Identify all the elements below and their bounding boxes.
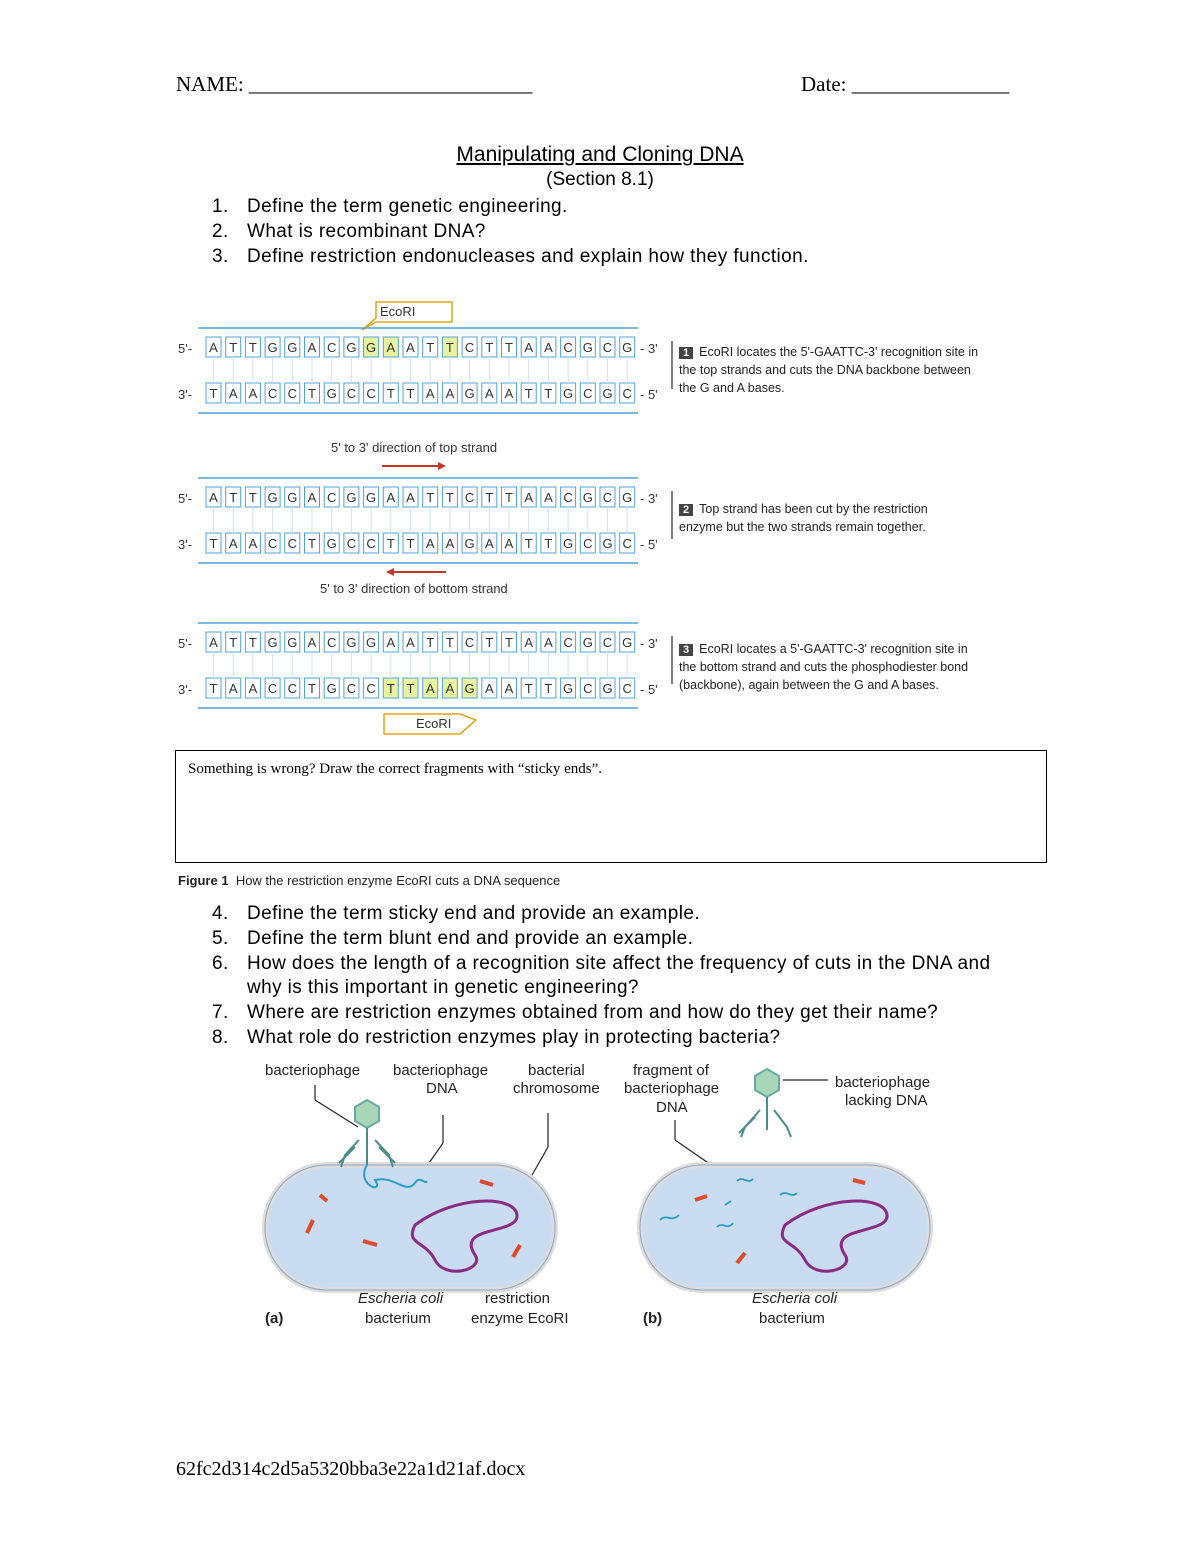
bottom-base: A [445,681,455,696]
top-base: G [287,490,298,505]
bottom-base: A [445,386,455,401]
bottom-base: T [308,386,316,401]
bottom-base: A [484,681,494,696]
top-base: A [544,490,553,505]
top-base: T [485,635,494,650]
bottom-base: T [406,386,415,401]
bottom-base: C [267,386,278,401]
label-ecoli-a-2: bacterium [365,1310,431,1327]
bottom-base: T [386,386,395,401]
bottom-base: C [366,386,376,401]
top-base: A [544,340,553,355]
top-base: A [386,340,396,355]
question-text: Define the term sticky end and provide an example. [247,903,701,924]
question-number: 5. [212,927,229,949]
bottom-base: G [326,536,337,551]
bottom-base: T [524,536,533,551]
bottom-base: A [484,386,494,401]
sticky-ends-drawing-box[interactable] [175,750,1047,863]
top-base: A [307,340,317,355]
bottom-base: A [248,386,258,401]
bottom-base: T [209,386,218,401]
bottom-base: G [464,536,475,551]
strand-end-label: - 3' [640,341,658,356]
strand-end-label: 3'- [178,537,193,552]
strand-end-label: - 3' [640,491,658,506]
bottom-base: T [308,681,316,696]
top-base: G [346,635,357,650]
bottom-base: G [464,681,475,696]
top-base: T [248,340,257,355]
bottom-base: C [622,681,632,696]
question-number: 8. [212,1026,229,1048]
bottom-base: A [228,386,238,401]
question-number: 3. [212,245,229,267]
question-number: 6. [212,952,229,974]
bottom-base: C [583,536,593,551]
top-base: A [544,635,553,650]
question-item [212,952,1012,1002]
strand-end-label: 3'- [178,387,193,402]
step-2-text: Top strand has been cut by the restriction enzyme but the two strands remain together. [679,502,928,534]
label-ecoli-b-2: bacterium [759,1310,825,1327]
strand-end-label: - 5' [640,387,658,402]
top-base: T [229,490,238,505]
bottom-base: C [267,681,278,696]
top-base: C [464,635,475,650]
bottom-base: G [326,386,337,401]
bottom-base: C [287,536,297,551]
step-2 [679,500,969,536]
question-number: 7. [212,1002,229,1024]
label-chrom-1: bacterial [528,1062,585,1079]
bottom-base: C [346,536,357,551]
top-base: T [485,340,494,355]
top-base: T [505,635,513,650]
bottom-base: T [209,681,218,696]
bottom-base: T [386,536,395,551]
bottom-base: C [583,681,593,696]
top-base: C [602,490,613,505]
top-base: T [445,635,454,650]
bottom-base: T [209,536,218,551]
question-item [212,1026,1012,1051]
top-base: T [445,490,454,505]
bottom-base: T [524,386,533,401]
top-base: G [622,490,633,505]
question-number: 4. [212,903,229,924]
question-item [212,1001,1012,1026]
top-base: C [464,490,475,505]
bottom-base: T [524,681,533,696]
bottom-base: C [366,536,376,551]
top-base: T [426,490,435,505]
bottom-base: G [563,536,574,551]
bottom-base: A [228,536,238,551]
question-item [212,902,1012,927]
top-base: G [267,490,278,505]
step-3-text: EcoRI locates a 5'-GAATTC-3' recognition site in the bottom strand and cuts the phosphodiester bond (backbone), again between the G and A bases. [679,642,969,692]
bottom-base: T [544,386,553,401]
top-base: A [524,340,534,355]
bottom-base: C [267,536,278,551]
question-text: What role do restriction enzymes play in protecting bacteria? [247,1026,781,1048]
top-base: T [248,635,257,650]
bottom-base: A [248,536,258,551]
section-subtitle: (Section 8.1) [546,169,654,190]
bottom-base: T [308,536,316,551]
top-base: T [426,340,435,355]
bottom-base: A [445,536,455,551]
bacteriophage-b [739,1069,791,1137]
top-base: G [582,635,593,650]
bottom-base: C [622,536,632,551]
name-field-label: NAME: ___________________________ [176,72,533,96]
ecori-bottom-tag [384,714,476,734]
question-text: Define the term blunt end and provide an example. [247,927,694,949]
top-base: C [602,635,613,650]
top-base: C [602,340,613,355]
step-1 [679,343,979,397]
step-1-text: EcoRI locates the 5'-GAATTC-3' recognition site in the top strands and cuts the DNA backbone between the G and A bases. [679,345,979,395]
top-base: G [267,635,278,650]
top-base: G [582,340,593,355]
top-base: T [485,490,494,505]
bottom-base: T [386,681,395,696]
top-base: T [248,490,257,505]
label-bacteriophage: bacteriophage [265,1062,361,1079]
drawing-box-prompt: Something is wrong? Draw the correct fragments with “sticky ends”. [188,761,603,777]
label-chrom-2: chromosome [513,1080,600,1097]
bottom-base: C [346,386,357,401]
bottom-base: G [602,536,613,551]
bacteriophage-a [339,1100,395,1167]
label-enzyme-1: restriction [485,1290,551,1307]
question-item [212,927,1012,952]
dir-bottom-label: 5' to 3' direction of bottom strand [320,581,508,596]
bottom-base: G [602,681,613,696]
top-base: T [505,490,513,505]
bottom-base: G [464,386,475,401]
bottom-base: A [504,386,514,401]
bottom-base: A [425,681,435,696]
file-name-footer: 62fc2d314c2d5a5320bba3e22a1d21af.docx [176,1458,526,1480]
dir-top-label: 5' to 3' direction of top strand [331,440,498,455]
figure-1-caption-text: How the restriction enzyme EcoRI cuts a DNA sequence [235,873,561,888]
step-2-number: 2 [679,504,693,516]
top-base: A [406,490,415,505]
top-base: C [327,635,337,650]
bottom-base: C [366,681,376,696]
bottom-base: G [326,681,337,696]
strand-end-label: 5'- [178,491,193,506]
date-field-label: Date: _______________ [801,72,1010,96]
question-text: What is recombinant DNA? [247,220,486,242]
label-phage-dna-1: bacteriophage [393,1062,489,1079]
top-base: T [426,635,435,650]
questions-list-b [212,902,1012,1051]
label-phage-dna-2: DNA [426,1080,458,1097]
bottom-base: A [248,681,258,696]
bottom-base: A [504,536,514,551]
top-base: T [229,635,238,650]
bottom-base: C [287,386,297,401]
top-base: G [346,340,357,355]
strand-end-label: - 5' [640,682,658,697]
label-a: (a) [265,1310,284,1327]
label-b: (b) [643,1310,663,1327]
strand-end-label: 5'- [178,341,193,356]
figure-1-caption [178,873,560,888]
label-fragment-1: fragment of [633,1062,709,1079]
top-base: A [386,490,396,505]
question-text: Define restriction endonucleases and explain how they function. [247,245,809,267]
top-base: A [307,635,317,650]
bottom-base: A [504,681,514,696]
top-base: A [386,635,396,650]
bottom-base: C [346,681,357,696]
strand-end-label: 5'- [178,636,193,651]
bottom-base: A [484,536,494,551]
top-base: T [445,340,454,355]
question-item [212,195,1112,220]
top-base: G [366,340,377,355]
top-base: G [267,340,278,355]
top-base: A [524,490,534,505]
figure-1-caption-label: Figure 1 [178,873,229,888]
bottom-base: C [622,386,632,401]
label-ecoli-b-1: Escheria coli [752,1290,838,1307]
top-base: G [622,340,633,355]
top-base: C [327,490,337,505]
question-text: Define the term genetic engineering. [247,196,568,217]
question-number: 1. [212,196,229,217]
question-item [212,220,1112,245]
bottom-base: C [287,681,297,696]
strand-end-label: 3'- [178,682,193,697]
label-enzyme-2: enzyme EcoRI [471,1310,569,1327]
bottom-base: A [228,681,238,696]
question-text: Where are restriction enzymes obtained from and how do they get their name? [247,1002,939,1024]
label-lacking-2: lacking DNA [845,1092,928,1109]
top-base: A [209,340,218,355]
top-base: A [406,635,415,650]
top-base: A [307,490,317,505]
ecori-bottom-label: EcoRI [416,716,452,731]
top-base: C [327,340,337,355]
label-fragment-3: DNA [656,1099,688,1116]
bottom-base: G [602,386,613,401]
strand-end-label: - 5' [640,537,658,552]
top-base: C [563,490,573,505]
top-base: G [287,340,298,355]
bottom-base: T [406,536,415,551]
bottom-base: C [583,386,593,401]
bacteriophage-figure [255,1055,955,1335]
bottom-base: T [406,681,415,696]
top-base: A [524,635,534,650]
top-base: G [366,490,377,505]
question-text: How does the length of a recognition site affect the frequency of cuts in the DNA and why is this important in genetic engineering? [247,952,991,999]
step-3 [679,640,984,694]
top-base: A [209,490,218,505]
top-base: C [464,340,475,355]
top-base: G [346,490,357,505]
bottom-base: A [425,386,435,401]
ecori-top-label: EcoRI [380,304,416,319]
page-title: Manipulating and Cloning DNA [456,143,744,166]
top-base: A [209,635,218,650]
top-base: G [582,490,593,505]
bottom-base: T [544,536,553,551]
label-fragment-2: bacteriophage [624,1080,720,1097]
top-base: G [287,635,298,650]
top-base: G [622,635,633,650]
top-base: C [563,340,573,355]
label-lacking-1: bacteriophage [835,1074,931,1091]
label-ecoli-a-1: Escheria coli [358,1290,444,1307]
bottom-base: G [563,681,574,696]
step-3-number: 3 [679,644,693,656]
step-1-number: 1 [679,347,693,359]
bottom-base: T [544,681,553,696]
top-base: A [406,340,415,355]
questions-list-a [212,195,1112,269]
top-base: C [563,635,573,650]
question-item [212,245,1112,270]
bottom-base: G [563,386,574,401]
top-base: T [505,340,513,355]
bottom-base: A [425,536,435,551]
strand-end-label: - 3' [640,636,658,651]
top-base: G [366,635,377,650]
top-base: T [229,340,238,355]
ecori-top-tag [362,302,452,330]
question-number: 2. [212,220,229,242]
